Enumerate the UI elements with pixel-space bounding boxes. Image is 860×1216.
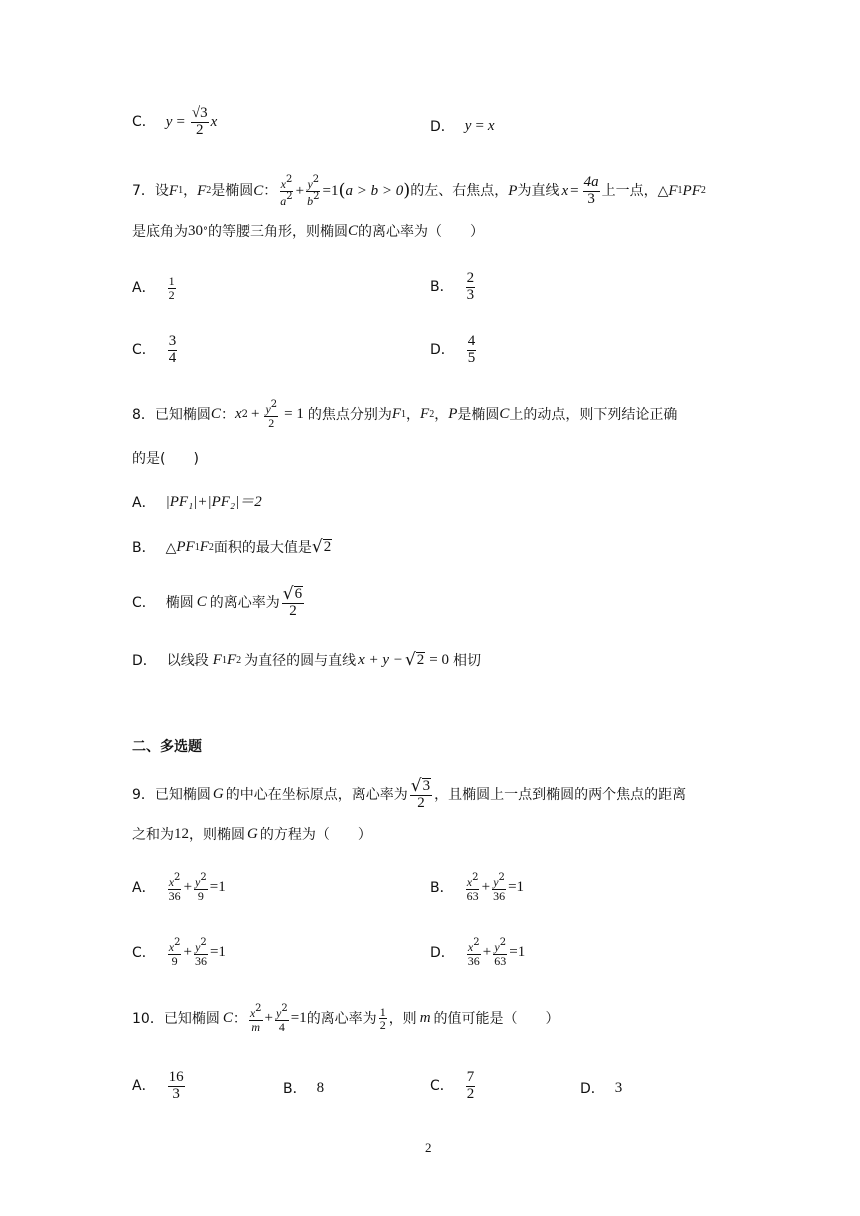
q9-option-b: B． $\frac{x^2}{63}$ + $\frac{y^2}{36}$ =1 [430, 872, 525, 903]
fraction: $\frac{16}{3}$ [168, 1069, 184, 1102]
q7-stem-line2: 是底角为 30 ° 的等腰三角形，则椭圆 C 的离心率为（ ） [132, 223, 485, 240]
q9-option-a: A． $\frac{x^2}{36}$ + $\frac{y^2}{9}$ =1 [132, 872, 226, 903]
q7-option-a: A． $\frac{1}{2}$ [132, 274, 175, 302]
section-heading: 二、多选题 [132, 739, 202, 755]
fraction: $\frac{4a}{3}$ [583, 174, 599, 207]
q10-option-b: B． 8 [283, 1080, 325, 1097]
fraction: $\frac{4}{5}$ [467, 333, 476, 366]
q7-option-c: C． $\frac{3}{4}$ [132, 333, 177, 366]
q8-stem-line2: 的是( ) [132, 451, 199, 467]
q7-stem-line1: 7．设 F 1 ， F 2 是椭圆 C ： $\frac{x^2}{a^2}$ + $\frac{y^2}{b^2}$ =1 ( a > b > 0 ) 的左、右焦点， P 为直线 x = $\frac{4a}{3}$ 上一点，△ F 1 PF 2 [132, 174, 706, 208]
q7-option-d: D． $\frac{4}{5}$ [430, 333, 476, 366]
fraction: $\frac{1}{2}$ [168, 274, 175, 302]
fraction: $\frac{3}{4}$ [168, 333, 177, 366]
square-root: √ 2 [311, 537, 332, 557]
q6-option-d: D． y = x [430, 118, 495, 135]
fraction: $\frac{2}{3}$ [466, 270, 475, 303]
fraction: $\frac{√3}{2}$ [191, 105, 208, 138]
fraction: $\frac{y^2}{2}$ [265, 399, 278, 430]
q9-option-d: D． $\frac{x^2}{36}$ + $\frac{y^2}{63}$ =1 [430, 937, 526, 968]
q10-option-a: A． $\frac{16}{3}$ [132, 1069, 184, 1102]
fraction: √ 6 2 [282, 584, 303, 619]
fraction: $\frac{1}{2}$ [379, 1004, 386, 1033]
fraction: $\frac{7}{2}$ [466, 1069, 475, 1102]
q10-option-d: D． 3 [580, 1080, 623, 1097]
q10-option-c: C． $\frac{7}{2}$ [430, 1069, 475, 1102]
fraction: $\frac{y^2}{b^2}$ [307, 174, 320, 208]
q8-option-d: D． 以线段 F 1 F 2 为直径的圆与直线 x + y − √ 2 = 0 相切 [132, 650, 481, 670]
q8-option-a: A． |PF₁|+|PF₂|＝2 [132, 494, 262, 511]
q9-stem-line1: 9．已知椭圆 G 的中心在坐标原点，离心率为 √ 3 2 ，且椭圆上一点到椭圆的两个焦点的距离 [132, 776, 687, 811]
q8-option-b: B． △ PF 1 F 2 面积的最大值是 √ 2 [132, 537, 332, 557]
q6-option-c: C． y = $\frac{√3}{2}$ x [132, 105, 218, 138]
q8-option-c: C． 椭圆 C 的离心率为 √ 6 2 [132, 584, 303, 619]
q9-stem-line2: 之和为 12 ，则椭圆 G 的方程为（ ） [132, 826, 372, 843]
square-root: √ 2 [404, 650, 425, 670]
fraction: √ 3 2 [410, 776, 431, 811]
q8-stem-line1: 8．已知椭圆 C ： x 2 + $\frac{y^2}{2}$ = 1 的焦点分别为 F 1 ， F 2 ， P 是椭圆 C 上的动点，则下列结论正确 [132, 399, 678, 430]
fraction: $\frac{x^2}{a^2}$ [280, 174, 293, 208]
q10-stem: 10．已知椭圆 C ： $\frac{x^2}{m}$ + $\frac{y^2}{4}$ =1 的离心率为 $\frac{1}{2}$ ，则 m 的值可能是（ ） [132, 1003, 560, 1034]
option-label: C． [132, 114, 156, 131]
page-number: 2 [425, 1140, 432, 1155]
q9-option-c: C． $\frac{x^2}{9}$ + $\frac{y^2}{36}$ =1 [132, 937, 226, 968]
q7-option-b: B． $\frac{2}{3}$ [430, 270, 475, 303]
option-label: D． [430, 118, 455, 135]
